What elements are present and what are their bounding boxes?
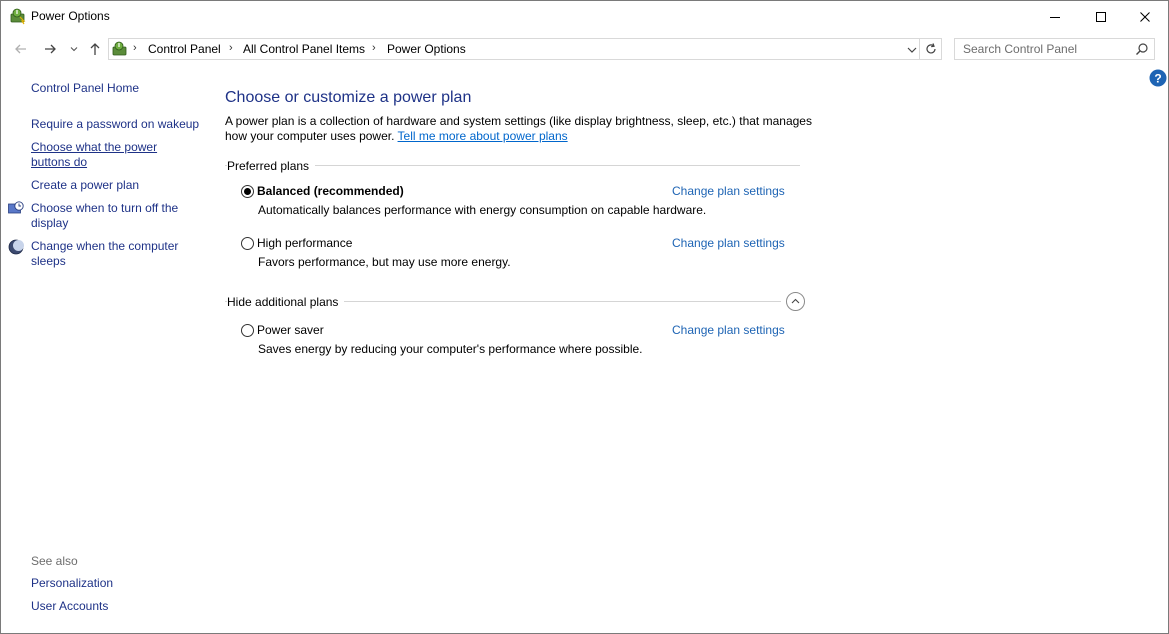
sidebar-item-label: Choose when to turn off the [31, 201, 179, 215]
arrow-up-icon [87, 41, 103, 57]
balanced-plan-description: Automatically balances performance with energy consumption on capable hardware. [258, 203, 707, 217]
intro-line-1: A power plan is a collection of hardware and system settings (like display brightness, sleep, etc.) that manages [225, 114, 812, 128]
forward-button[interactable] [40, 39, 60, 59]
high-performance-plan-name[interactable]: High performance [257, 236, 353, 250]
chevron-down-icon [69, 44, 79, 54]
display-clock-icon [8, 201, 24, 217]
chevron-right-icon[interactable]: › [372, 42, 376, 54]
window-title: Power Options [31, 9, 110, 23]
sidebar-item-label: display [31, 216, 69, 230]
chevron-up-icon [790, 296, 801, 307]
balanced-plan-name[interactable]: Balanced (recommended) [257, 184, 404, 198]
search-icon[interactable] [1135, 42, 1149, 56]
power-saver-plan-name[interactable]: Power saver [257, 323, 324, 337]
sidebar-item-require-password[interactable]: Require a password on wakeup [31, 117, 200, 131]
power-saver-plan-description: Saves energy by reducing your computer's performance where possible. [258, 342, 643, 356]
power-options-icon [9, 7, 27, 25]
high-performance-plan-description: Favors performance, but may use more energy. [258, 255, 511, 269]
sidebar-item-label: Change when the computer [31, 239, 179, 253]
address-dropdown-button[interactable] [905, 43, 919, 57]
power-saver-change-settings-link[interactable]: Change plan settings [672, 323, 785, 337]
breadcrumb-control-panel[interactable]: Control Panel [148, 42, 221, 56]
balanced-radio[interactable] [241, 185, 254, 198]
sidebar-item-power-buttons[interactable] [31, 140, 157, 170]
up-button[interactable] [85, 39, 105, 59]
power-saver-radio[interactable] [241, 324, 254, 337]
moon-sleep-icon [8, 239, 24, 255]
chevron-right-icon[interactable]: › [133, 42, 137, 54]
svg-text:?: ? [1154, 71, 1162, 86]
sidebar-item-label: sleeps [31, 254, 66, 268]
control-panel-home-link[interactable]: Control Panel Home [31, 81, 140, 95]
chevron-right-icon[interactable]: › [229, 42, 233, 54]
chevron-down-icon [905, 43, 919, 57]
main-content [225, 63, 1165, 633]
high-performance-change-settings-link[interactable]: Change plan settings [672, 236, 785, 250]
address-bar[interactable] [108, 38, 920, 60]
sidebar-item-create-plan[interactable]: Create a power plan [31, 178, 140, 192]
title-bar [1, 1, 1168, 32]
intro-line-2: how your computer uses power. [225, 129, 395, 143]
high-performance-radio[interactable] [241, 237, 254, 250]
sidebar-item-computer-sleeps[interactable] [31, 239, 178, 269]
sidebar-item-turn-off-display[interactable] [31, 201, 178, 231]
sidebar-item-label: buttons do [31, 155, 88, 169]
breadcrumb-all-items[interactable]: All Control Panel Items [243, 42, 366, 56]
balanced-change-settings-link[interactable]: Change plan settings [672, 184, 785, 198]
refresh-button[interactable] [920, 38, 942, 60]
search-box[interactable] [954, 38, 1155, 60]
maximize-button[interactable] [1078, 1, 1124, 32]
close-button[interactable] [1122, 1, 1168, 32]
recent-locations-button[interactable] [67, 39, 81, 59]
collapse-additional-plans-button[interactable] [786, 292, 805, 311]
arrow-left-icon [13, 41, 29, 57]
intro-text [225, 114, 815, 144]
tell-me-more-link[interactable]: Tell me more about power plans [397, 129, 568, 143]
control-panel-icon [111, 40, 129, 58]
back-button[interactable] [11, 39, 31, 59]
see-also-heading: See also [31, 554, 78, 568]
hide-additional-plans-heading: Hide additional plans [227, 295, 344, 309]
page-title: Choose or customize a power plan [225, 89, 472, 106]
search-input[interactable] [955, 39, 1131, 59]
sidebar-item-label: Choose what the power [31, 140, 158, 154]
preferred-plans-heading: Preferred plans [227, 159, 315, 173]
breadcrumb-power-options[interactable]: Power Options [387, 42, 466, 56]
personalization-link[interactable]: Personalization [31, 576, 114, 590]
minimize-button[interactable] [1032, 1, 1078, 32]
navigation-bar [1, 36, 1168, 62]
refresh-icon [924, 42, 938, 56]
user-accounts-link[interactable]: User Accounts [31, 599, 109, 613]
arrow-right-icon [42, 41, 58, 57]
left-pane [1, 63, 216, 633]
